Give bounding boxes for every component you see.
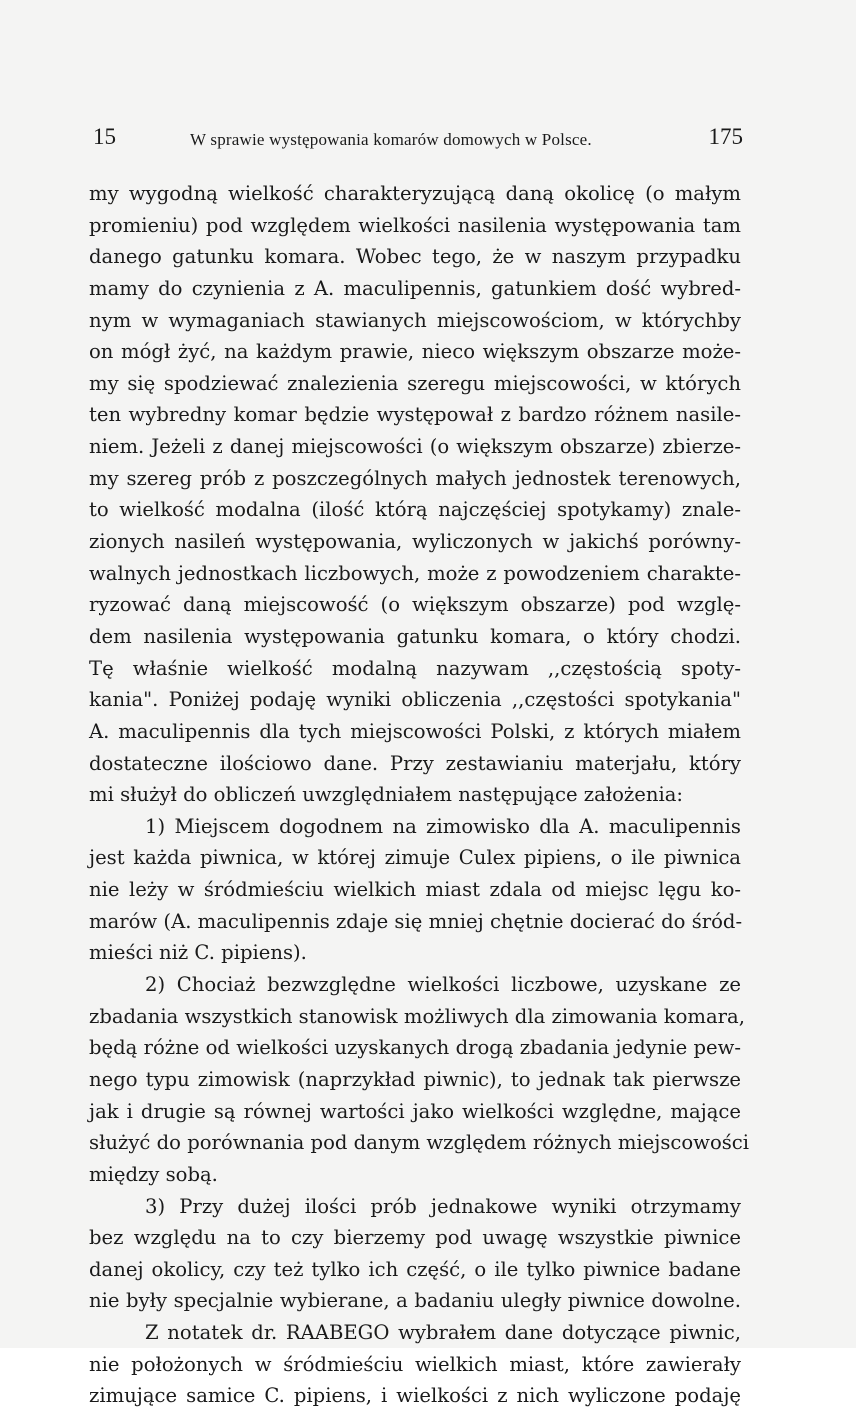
text-line: mieści niż C. pipiens). [89,941,307,965]
page-section-number: 15 [93,124,116,149]
text-line: zimujące samice C. pipiens, i wielkości z nich wyliczone podaję [89,1384,741,1408]
text-line: służyć do porównania pod danym względem różnych miejscowości [89,1131,750,1155]
text-line: nie były specjalnie wybierane, a badaniu uległy piwnice dowolne. [89,1289,741,1313]
text-line: A. maculipennis dla tych miejscowości Polski, z których miałem [89,719,741,743]
text-line: 3) Przy dużej ilości prób jednakowe wyniki otrzymamy [145,1194,741,1218]
text-line: my wygodną wielkość charakteryzującą daną okolicę (o małym [89,182,741,205]
text-line: my szereg prób z poszczególnych małych jednostek terenowych, [89,466,741,490]
text-line: ryzować daną miejscowość (o większym obszarze) pod wzglę- [89,593,741,617]
text-line: promieniu) pod względem wielkości nasilenia występowania tam [89,213,741,237]
text-line: zionych nasileń występowania, wyliczonych w jakichś porówny- [89,530,741,554]
text-line: nym w wymaganiach stawianych miejscowościom, w którychby [89,308,741,332]
body-text [89,178,750,1412]
text-line: mi służył do obliczeń uwzględniałem następujące założenia: [89,783,684,807]
page-header [93,124,743,158]
text-line: dem nasilenia występowania gatunku komara, o który chodzi. [89,624,741,648]
text-line: 2) Chociaż bezwzględne wielkości liczbowe, uzyskane ze [145,973,741,997]
running-title: W sprawie występowania komarów domowych w Polsce. [190,130,592,149]
text-line: 1) Miejscem dogodnem na zimowisko dla A. maculipennis [145,814,741,838]
text-line: ten wybredny komar będzie występował z bardzo różnem nasile- [89,403,741,427]
text-line: jak i drugie są równej wartości jako wielkości względne, mające [89,1099,741,1123]
text-line: on mógł żyć, na każdym prawie, nieco większym obszarze może- [89,340,741,364]
text-line: danej okolicy, czy też tylko ich część, o ile tylko piwnice badane [89,1257,741,1281]
text-line: dostateczne ilościowo dane. Przy zestawianiu materjału, który [89,751,741,775]
text-line: nego typu zimowisk (naprzykład piwnic), to jednak tak pierwsze [89,1067,741,1091]
text-line: walnych jednostkach liczbowych, może z powodzeniem charakte- [89,561,741,585]
text-line: mamy do czynienia z A. maculipennis, gatunkiem dość wybred- [89,276,741,300]
text-line: Z notatek dr. RAABEGO wybrałem dane dotyczące piwnic, [145,1321,741,1345]
text-line: nie położonych w śródmieściu wielkich miast, które zawierały [89,1352,741,1376]
text-line: zbadania wszystkich stanowisk możliwych dla zimowania komara, [89,1004,745,1028]
text-line: niem. Jeżeli z danej miejscowości (o większym obszarze) zbierze- [89,435,741,459]
text-line: kania". Poniżej podaję wyniki obliczenia ,,częstości spotykania" [89,688,741,712]
page-number: 175 [708,124,743,149]
text-line: Tę właśnie wielkość modalną nazywam ,,częstością spoty- [89,656,741,680]
text-line: nie leży w śródmieściu wielkich miast zdala od miejsc lęgu ko- [89,878,741,902]
text-line: danego gatunku komara. Wobec tego, że w naszym przypadku [89,245,741,269]
text-line: bez względu na to czy bierzemy pod uwagę wszystkie piwnice [89,1226,741,1250]
text-line: między sobą. [89,1162,218,1186]
text-line: jest każda piwnica, w której zimuje Culex pipiens, o ile piwnica [89,846,741,870]
text-line: my się spodziewać znalezienia szeregu miejscowości, w których [89,371,741,395]
text-line: to wielkość modalna (ilość którą najczęściej spotykamy) znale- [89,498,741,522]
text-line: marów (A. maculipennis zdaje się mniej chętnie docierać do śród- [89,909,743,933]
text-line: będą różne od wielkości uzyskanych drogą zbadania jedynie pew- [89,1036,741,1060]
